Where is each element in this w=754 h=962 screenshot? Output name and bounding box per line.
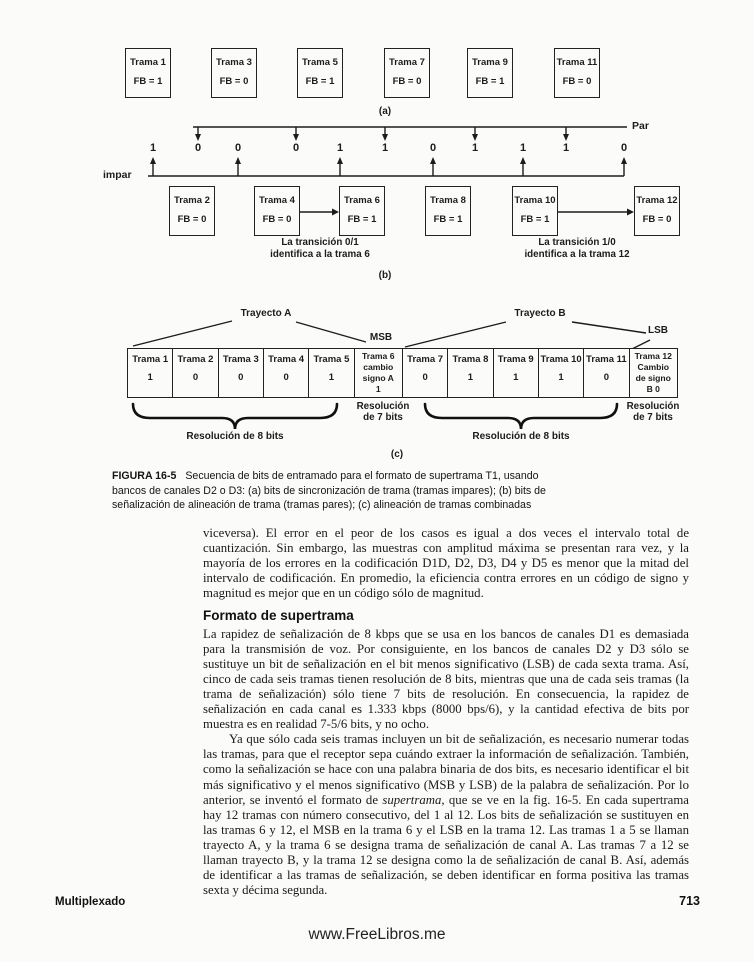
watermark-url: www.FreeLibros.me — [308, 926, 446, 943]
supertrama-italic: supertrama — [382, 792, 442, 807]
cell-name: Trama 5 — [313, 354, 350, 365]
cell-name: Trama 6 — [362, 350, 395, 361]
cell-bit: 0 — [238, 372, 244, 383]
cell-name: Trama 7 — [407, 354, 444, 365]
frame-fb: FB = 1 — [520, 214, 550, 225]
cell-name: Trama 8 — [452, 354, 489, 365]
cell-bit: 1 — [328, 372, 335, 383]
superframe-cell-10 — [538, 349, 583, 397]
cell-bit: 0 — [422, 372, 428, 383]
note-line: La transición 0/1 — [281, 237, 359, 248]
note-line: identifica a la trama 6 — [270, 249, 370, 260]
superframe-cell-5 — [308, 349, 353, 397]
framing-bit: 1 — [471, 142, 479, 154]
framing-bit: 1 — [149, 142, 157, 154]
cell-bit: 1 — [558, 372, 564, 383]
frame-box-trama-12 — [634, 186, 680, 236]
figure-number: FIGURA 16-5 — [112, 470, 177, 482]
cell-name: Trama 12 — [634, 350, 672, 361]
superframe-cell-12 — [629, 349, 677, 397]
framing-bit: 0 — [620, 142, 628, 154]
frame-name: Trama 10 — [514, 195, 556, 206]
frame-name: Trama 2 — [174, 195, 210, 206]
frame-name: Trama 5 — [302, 57, 338, 68]
caption-text: Secuencia de bits de entramado para el formato de supertrama T1, usando — [185, 470, 539, 482]
frame-name: Trama 4 — [259, 195, 295, 206]
paragraph-2: La rapidez de señalización de 8 kbps que se usa en los bancos de canales D1 es demasiada para la transmisión de voz. Por consiguiente, en los bancos de canales D2 y D3 sólo se sustituye un bit de señalización en el bit menos significativo (LSB) de cada sexta trama. Así, cinco de cada seis tramas tienen resolución de 8 bits, mientras que una de cada seis tramas (la trama de señalización) sólo tiene 7 bits de resolución. En consecuencia, la rapidez de señalización en cada canal es 1.333 kbps (8000 bps/6), y la cantidad efectiva de bits por muestra es en realidad 7-5/6 bits, y no ocho. — [203, 626, 689, 732]
frame-box-trama-3 — [211, 48, 257, 98]
cell-bit: 0 — [603, 372, 610, 383]
frame-fb: FB = 0 — [642, 214, 672, 225]
figure-caption — [112, 469, 678, 513]
note-line: La transición 1/0 — [538, 237, 616, 248]
subfigure-label-a: (a) — [378, 106, 392, 117]
cell-name: Trama 11 — [586, 354, 627, 365]
superframe-cell-1 — [128, 349, 172, 397]
superframe-cell-7 — [402, 349, 447, 397]
frame-name: Trama 11 — [556, 57, 598, 68]
lsb-label: LSB — [648, 325, 668, 336]
note-line: identifica a la trama 12 — [524, 249, 630, 260]
superframe-cell-3 — [218, 349, 263, 397]
cell-line: de signo — [635, 372, 671, 383]
msb-label: MSB — [369, 332, 393, 343]
frame-fb: FB = 0 — [262, 214, 292, 225]
framing-bit: 0 — [429, 142, 437, 154]
cell-bit: 1 — [147, 372, 153, 383]
cell-name: Trama 2 — [177, 354, 214, 365]
caption-line: señalización de alineación de trama (tramas pares); (c) alineación de tramas combinadas — [112, 499, 532, 512]
superframe-cell-4 — [263, 349, 308, 397]
frame-box-trama-6 — [339, 186, 385, 236]
frame-box-trama-10 — [512, 186, 558, 236]
impar-label: impar — [103, 169, 132, 181]
page-number: 713 — [679, 894, 700, 908]
framing-bit: 0 — [292, 142, 300, 154]
cell-name: Trama 4 — [268, 354, 305, 365]
section-heading: Formato de supertrama — [203, 608, 354, 624]
trayecto-a-label: Trayecto A — [240, 308, 292, 319]
frame-fb: FB = 1 — [347, 214, 377, 225]
frame-box-trama-11 — [554, 48, 600, 98]
subfigure-label-c: (c) — [390, 449, 404, 460]
cell-bit: 1 — [467, 372, 474, 383]
framing-bit: 1 — [519, 142, 527, 154]
framing-bit: 1 — [381, 142, 389, 154]
frame-box-trama-5 — [297, 48, 343, 98]
cell-bit: 1 — [513, 372, 519, 383]
resolution-8bit-label-right: Resolución de 8 bits — [472, 431, 570, 442]
res7-line: de 7 bits — [633, 412, 673, 423]
superframe-cell-2 — [172, 349, 217, 397]
caption-line — [112, 469, 678, 484]
res7-line: Resolución — [626, 401, 680, 412]
subfigure-label-b: (b) — [378, 270, 392, 281]
superframe-cell-9 — [493, 349, 538, 397]
frame-name: Trama 12 — [636, 195, 678, 206]
cell-bit: 1 — [375, 383, 381, 394]
superframe-cell-11 — [583, 349, 628, 397]
frame-box-trama-2 — [169, 186, 215, 236]
frame-fb: FB = 0 — [562, 76, 592, 87]
frame-box-trama-9 — [467, 48, 513, 98]
frame-name: Trama 8 — [430, 195, 466, 206]
cell-name: Trama 1 — [132, 354, 169, 365]
frame-fb: FB = 0 — [392, 76, 422, 87]
superframe-cell-8 — [447, 349, 492, 397]
frame-box-trama-1 — [125, 48, 171, 98]
frame-fb: FB = 0 — [177, 214, 207, 225]
paragraph-3-text: Ya que sólo cada seis tramas incluyen un bit de señalización, es necesario numerar todas las tramas, para que el receptor sepa cuándo extraer la información de señalización. También, como la señalización se hace con una palabra binaria de dos bits, es necesario identificar el bit más significativo y el menos significativo (MSB y LSB) de la palabra de señalización. Por lo anterior, se inventó el formato de — [203, 732, 689, 807]
paragraph-3-text: , que se ve en la fig. 16-5. En cada supertrama hay 12 tramas con número consecutivo, del 1 al 12. Los bits de señalización se sustituyen en las tramas 6 y 12, el MSB en la trama 6 y el LSB en la trama 12. Las tramas 1 a 5 se llaman trayecto A, y la trama 6 se designa trama de señalización de canal A. Las tramas 7 a 12 se llaman trayecto B, y la trama 12 se designa como la de señalización de canal B. Así, además de identificar a las tramas de señalización, se deben identificar en forma positiva las tramas sexta y décima segunda. — [203, 792, 689, 898]
frame-box-trama-7 — [384, 48, 430, 98]
cell-name: Trama 3 — [222, 354, 259, 365]
frame-name: Trama 1 — [130, 57, 166, 68]
resolution-7bit-label-right — [613, 401, 693, 423]
frame-fb: FB = 0 — [219, 76, 249, 87]
cell-name: Trama 10 — [540, 354, 582, 365]
running-head: Multiplexado — [55, 896, 126, 908]
resolution-7bit-label-left — [343, 401, 423, 423]
cell-line: Cambio — [637, 361, 670, 372]
transition-note-frame6 — [235, 237, 405, 261]
cell-bit: B 0 — [646, 383, 660, 394]
frame-fb: FB = 1 — [475, 76, 505, 87]
framing-bit: 0 — [234, 142, 242, 154]
superframe-cell-6 — [354, 349, 402, 397]
paragraph-1: viceversa). El error en el peor de los casos es igual a dos veces el intervalo total de cuantización. Sin embargo, las muestras con amplitud máxima se presentan rara vez, y la mayoría de los errores en la codificación D1D, D2, D3, D4 y D5 es menor que la mitad del intervalo de codificación. En promedio, la eficiencia contra errores en un código de signo y magnitud es mejor que en un código sólo de magnitud. — [203, 526, 689, 601]
cell-bit: 0 — [283, 372, 289, 383]
cell-line: cambio — [363, 361, 394, 372]
caption-line: bancos de canales D2 o D3: (a) bits de sincronización de trama (tramas impares); (b) bits de — [112, 484, 546, 497]
frame-fb: FB = 1 — [433, 214, 463, 225]
body-text-column — [203, 526, 689, 898]
framing-bit: 0 — [194, 142, 202, 154]
frame-fb: FB = 1 — [305, 76, 335, 87]
res7-line: Resolución — [356, 401, 410, 412]
par-label: Par — [632, 120, 649, 132]
frame-name: Trama 6 — [344, 195, 380, 206]
resolution-8bit-label-left: Resolución de 8 bits — [186, 431, 284, 442]
cell-bit: 0 — [192, 372, 199, 383]
framing-bit: 1 — [336, 142, 344, 154]
trayecto-b-label: Trayecto B — [514, 308, 566, 319]
cell-line: signo A — [362, 372, 394, 383]
res7-line: de 7 bits — [363, 412, 403, 423]
frame-name: Trama 7 — [389, 57, 425, 68]
framing-bit: 1 — [562, 142, 570, 154]
frame-name: Trama 9 — [472, 57, 508, 68]
paragraph-3 — [203, 732, 689, 898]
cell-name: Trama 9 — [497, 354, 534, 365]
superframe-table — [127, 348, 678, 398]
transition-note-frame12 — [492, 237, 662, 261]
frame-name: Trama 3 — [216, 57, 252, 68]
frame-box-trama-8 — [425, 186, 471, 236]
frame-box-trama-4 — [254, 186, 300, 236]
frame-fb: FB = 1 — [133, 76, 163, 87]
